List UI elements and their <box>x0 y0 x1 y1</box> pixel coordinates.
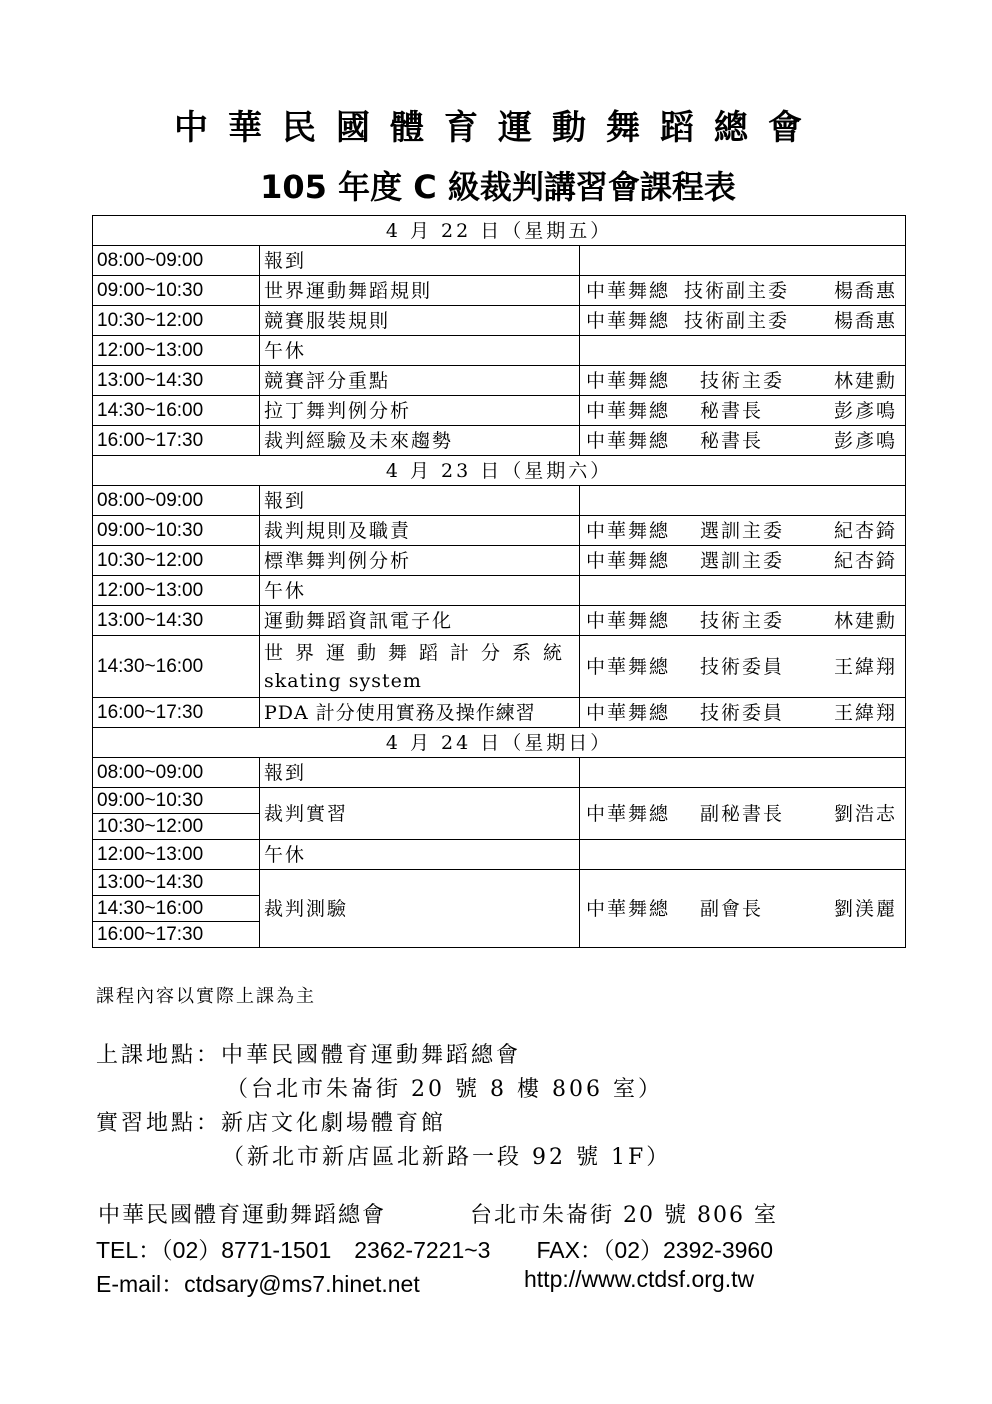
lecturer-cell <box>580 870 906 948</box>
lecturer-title: 秘書長 <box>700 399 764 422</box>
lecturer-org: 中華舞總 <box>586 369 671 392</box>
table-row <box>93 546 906 576</box>
lecturer-org: 中華舞總 <box>586 519 671 542</box>
lecturer-cell <box>580 788 906 840</box>
lecturer-name: 楊喬惠 <box>834 309 898 332</box>
time-cell: 08:00~09:00 <box>93 758 260 788</box>
lecturer-cell <box>580 758 906 788</box>
lecturer-cell <box>580 516 906 546</box>
footer-address: 台北市朱崙街 20 號 806 室 <box>470 1203 778 1228</box>
course-note: 課程內容以實際上課為主 <box>96 986 316 1007</box>
lecturer-org: 中華舞總 <box>586 701 671 724</box>
lecturer-name: 林建勳 <box>834 609 898 632</box>
course-cell: 午休 <box>260 576 580 606</box>
lecturer-org: 中華舞總 <box>586 309 671 332</box>
lecturer-title: 技術委員 <box>700 655 785 678</box>
table-row <box>93 576 906 606</box>
table-row <box>93 426 906 456</box>
lecturer-cell <box>580 636 906 698</box>
lecturer-name: 彭彥鳴 <box>834 429 898 452</box>
footer-email: E-mail：ctdsary@ms7.hinet.net <box>96 1271 420 1297</box>
day-label: 4 月 24 日（星期日） <box>93 728 906 758</box>
course-cell: 世界運動舞蹈規則 <box>260 276 580 306</box>
lecturer-name: 劉渼麗 <box>834 897 898 920</box>
day-label: 4 月 23 日（星期六） <box>93 456 906 486</box>
lecturer-cell <box>580 698 906 728</box>
course-cell: 午休 <box>260 840 580 870</box>
lecturer-title: 技術副主委 <box>684 309 790 332</box>
table-row <box>93 306 906 336</box>
footer-org: 中華民國體育運動舞蹈總會 <box>98 1203 387 1228</box>
course-cell: 報到 <box>260 486 580 516</box>
course-line: 世界運動舞蹈計分系統 <box>264 641 575 664</box>
course-cell: 拉丁舞判例分析 <box>260 396 580 426</box>
lecturer-title: 選訓主委 <box>700 549 785 572</box>
table-row <box>93 276 906 306</box>
lecturer-org: 中華舞總 <box>586 549 671 572</box>
lecturer-name: 彭彥鳴 <box>834 399 898 422</box>
day-label: 4 月 22 日（星期五） <box>93 216 906 246</box>
time-cell: 14:30~16:00 <box>93 896 260 922</box>
lecturer-name: 楊喬惠 <box>834 279 898 302</box>
time-cell: 09:00~10:30 <box>93 788 260 814</box>
table-row <box>93 336 906 366</box>
table-row <box>93 486 906 516</box>
table-row <box>93 870 906 896</box>
time-cell: 16:00~17:30 <box>93 426 260 456</box>
lecturer-cell <box>580 486 906 516</box>
lecturer-org: 中華舞總 <box>586 655 671 678</box>
time-cell: 14:30~16:00 <box>93 636 260 698</box>
footer-org-line <box>98 1198 778 1229</box>
course-cell: PDA 計分使用實務及操作練習 <box>260 698 580 728</box>
schedule-title: 105 年度 C 級裁判講習會課程表 <box>260 168 736 206</box>
course-cell: 報到 <box>260 246 580 276</box>
lecturer-cell <box>580 606 906 636</box>
table-row <box>93 788 906 814</box>
course-cell: 裁判經驗及未來趨勢 <box>260 426 580 456</box>
course-cell: 競賽服裝規則 <box>260 306 580 336</box>
time-cell: 12:00~13:00 <box>93 840 260 870</box>
lecturer-org: 中華舞總 <box>586 609 671 632</box>
lecturer-name: 王緯翔 <box>834 701 898 724</box>
table-row <box>93 246 906 276</box>
lecturer-org: 中華舞總 <box>586 802 671 825</box>
footer-website[interactable]: http://www.ctdsf.org.tw <box>524 1266 755 1292</box>
lecturer-title: 秘書長 <box>700 429 764 452</box>
lecturer-cell <box>580 336 906 366</box>
lecturer-cell <box>580 840 906 870</box>
time-cell: 14:30~16:00 <box>93 396 260 426</box>
day-header-row <box>93 728 906 758</box>
time-cell: 08:00~09:00 <box>93 246 260 276</box>
lecturer-title: 副會長 <box>700 897 764 920</box>
footer-phone: TEL：（02）8771-1501 2362-7221~3 FAX：（02）2392-3960 <box>96 1237 774 1263</box>
time-cell: 13:00~14:30 <box>93 366 260 396</box>
table-row <box>93 758 906 788</box>
time-cell: 13:00~14:30 <box>93 870 260 896</box>
time-cell: 16:00~17:30 <box>93 698 260 728</box>
lecturer-name: 紀杏錡 <box>834 519 898 542</box>
class-location: 上課地點：中華民國體育運動舞蹈總會 <box>96 1043 522 1068</box>
lecturer-title: 技術主委 <box>700 369 785 392</box>
time-cell: 10:30~12:00 <box>93 814 260 840</box>
course-line: skating system <box>264 669 422 692</box>
table-row <box>93 636 906 698</box>
table-row <box>93 396 906 426</box>
practice-address: （新北市新店區北新路一段 92 號 1F） <box>222 1145 672 1170</box>
lecturer-title: 選訓主委 <box>700 519 785 542</box>
time-cell: 12:00~13:00 <box>93 576 260 606</box>
footer-contact-line <box>96 1266 755 1299</box>
time-cell: 09:00~10:30 <box>93 276 260 306</box>
lecturer-cell <box>580 426 906 456</box>
lecturer-title: 技術委員 <box>700 701 785 724</box>
time-cell: 10:30~12:00 <box>93 306 260 336</box>
lecturer-name: 紀杏錡 <box>834 549 898 572</box>
schedule-table <box>92 215 906 948</box>
time-cell: 08:00~09:00 <box>93 486 260 516</box>
lecturer-title: 技術副主委 <box>684 279 790 302</box>
lecturer-name: 劉浩志 <box>834 802 898 825</box>
time-cell: 16:00~17:30 <box>93 922 260 948</box>
class-address: （台北市朱崙街 20 號 8 樓 806 室） <box>226 1077 663 1102</box>
time-cell: 12:00~13:00 <box>93 336 260 366</box>
lecturer-org: 中華舞總 <box>586 399 671 422</box>
lecturer-cell <box>580 246 906 276</box>
table-row <box>93 698 906 728</box>
organization-title: 中華民國體育運動舞蹈總會 <box>174 108 822 148</box>
time-cell: 13:00~14:30 <box>93 606 260 636</box>
course-cell: 競賽評分重點 <box>260 366 580 396</box>
lecturer-cell <box>580 366 906 396</box>
day-header-row <box>93 456 906 486</box>
lecturer-org: 中華舞總 <box>586 279 671 302</box>
lecturer-org: 中華舞總 <box>586 897 671 920</box>
practice-location: 實習地點：新店文化劇場體育館 <box>96 1111 447 1136</box>
table-row <box>93 516 906 546</box>
table-row <box>93 606 906 636</box>
lecturer-cell <box>580 306 906 336</box>
course-cell <box>260 636 580 698</box>
course-cell: 標準舞判例分析 <box>260 546 580 576</box>
course-cell: 運動舞蹈資訊電子化 <box>260 606 580 636</box>
lecturer-title: 副秘書長 <box>700 802 785 825</box>
lecturer-cell <box>580 276 906 306</box>
table-row <box>93 840 906 870</box>
lecturer-name: 林建勳 <box>834 369 898 392</box>
time-cell: 09:00~10:30 <box>93 516 260 546</box>
lecturer-title: 技術主委 <box>700 609 785 632</box>
lecturer-org: 中華舞總 <box>586 429 671 452</box>
course-cell: 裁判測驗 <box>260 870 580 948</box>
table-row <box>93 366 906 396</box>
course-cell: 裁判規則及職責 <box>260 516 580 546</box>
lecturer-cell <box>580 576 906 606</box>
lecturer-name: 王緯翔 <box>834 655 898 678</box>
course-cell: 午休 <box>260 336 580 366</box>
course-cell: 裁判實習 <box>260 788 580 840</box>
time-cell: 10:30~12:00 <box>93 546 260 576</box>
lecturer-cell <box>580 546 906 576</box>
course-cell: 報到 <box>260 758 580 788</box>
lecturer-cell <box>580 396 906 426</box>
day-header-row <box>93 216 906 246</box>
